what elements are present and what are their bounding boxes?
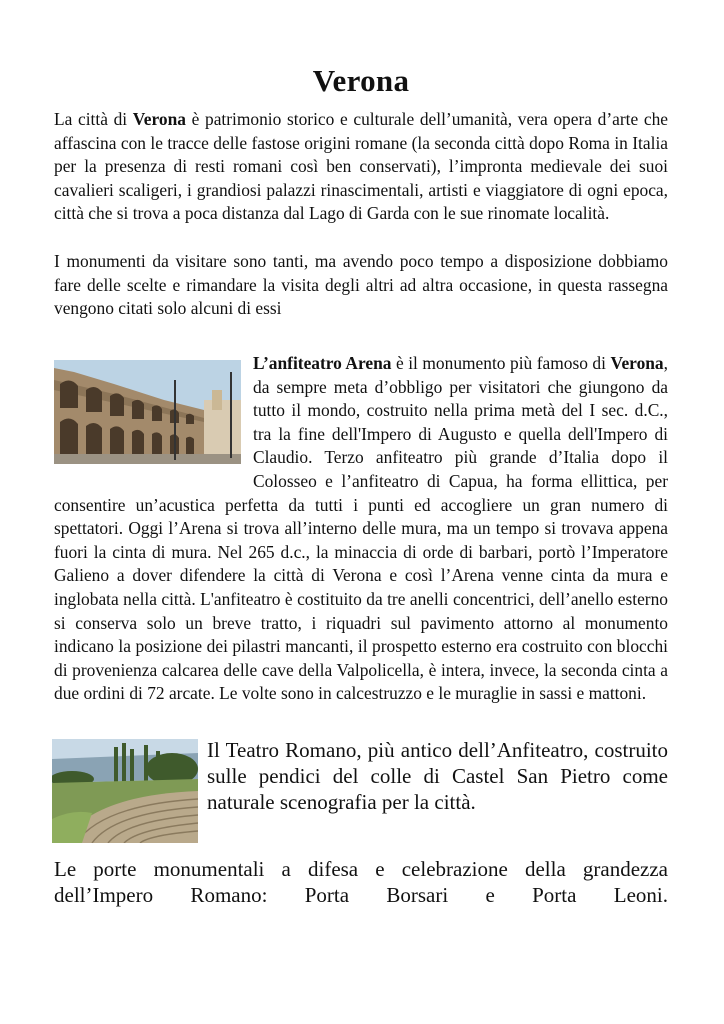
roman-theatre-photo [52, 739, 198, 843]
arena-bold-city: Verona [610, 353, 664, 373]
arena-text-part-1: è il monumento più famoso di [391, 353, 611, 373]
gates-section [54, 856, 668, 908]
arena-text-part-2: , da sempre meta d’obbligo per visitatori che giungono da tutto il mondo, costruito nella prima metà del I sec. d.C., tra la fine dell'Impero di Augusto e quella dell'Impero di Claudio. Terzo anfiteatro più grande d’Italia dopo il Colosseo e l’anfiteatro di Capua, ha forma ellittica, per consentire un’acustica perfetta da tutti i punti ed accogliere un gran numero di spettatori. Oggi l’Arena si trova all’interno delle mura, ma un tempo si trovava appena fuori la cinta di mura. Nel 265 d.c., la minaccia di orde di barbari, portò l’Imperatore Galieno a dover difendere la città di Verona e così l’Arena venne cinta da mura e inglobata nella città. L'anfiteatro è costituito da tre anelli concentrici, dell’anello esterno si conserva solo un breve tratto, i riquadri sul pavimento attorno al monumento indicano la posizione dei pilastri mancanti, il prospetto esterno era costruito con blocchi di provenienza calcarea delle cave della Valpolicella, è intera, invece, la seconda cinta a due ordini di 72 arcate. Le volte sono in calcestruzzo e le muraglie in sassi e mattoni. [54, 353, 668, 704]
arena-photo [54, 360, 241, 464]
intro-city-name: Verona [132, 109, 186, 129]
theatre-section [54, 737, 668, 847]
intro-text-end: è patrimonio storico e culturale dell’umanità, vera opera d’arte che affascina con le tracce delle fastose origini romane (la seconda città dopo Roma in Italia per la presenza di resti romani così ben conservati), l’impronta medievale dei suoi cavalieri scaligeri, i grandiosi palazzi rinascimentali, artisti e viaggiatore di ogni epoca, città che si trova a poca distanza dal Lago di Garda con le sue rinomate località. [54, 109, 668, 224]
intro-text-start: La città di [54, 109, 133, 129]
gates-paragraph: Le porte monumentali a difesa e celebrazione della grandezza dell’Impero Romano: Porta Borsari e Porta Leoni. [54, 857, 668, 907]
arena-bold-title: L’anfiteatro Arena [253, 353, 392, 373]
arena-section [54, 352, 668, 706]
monuments-paragraph: I monumenti da visitare sono tanti, ma avendo poco tempo a disposizione dobbiamo fare delle scelte e rimandare la visita degli altri ad altra occasione, in questa rassegna vengono citati solo alcuni di essi [54, 251, 668, 319]
intro-paragraph [54, 108, 668, 226]
theatre-paragraph: Il Teatro Romano, più antico dell’Anfiteatro, costruito sulle pendici del colle di Castel San Pietro come naturale scenografia per la città. [207, 738, 668, 814]
page-title: Verona [312, 63, 410, 98]
